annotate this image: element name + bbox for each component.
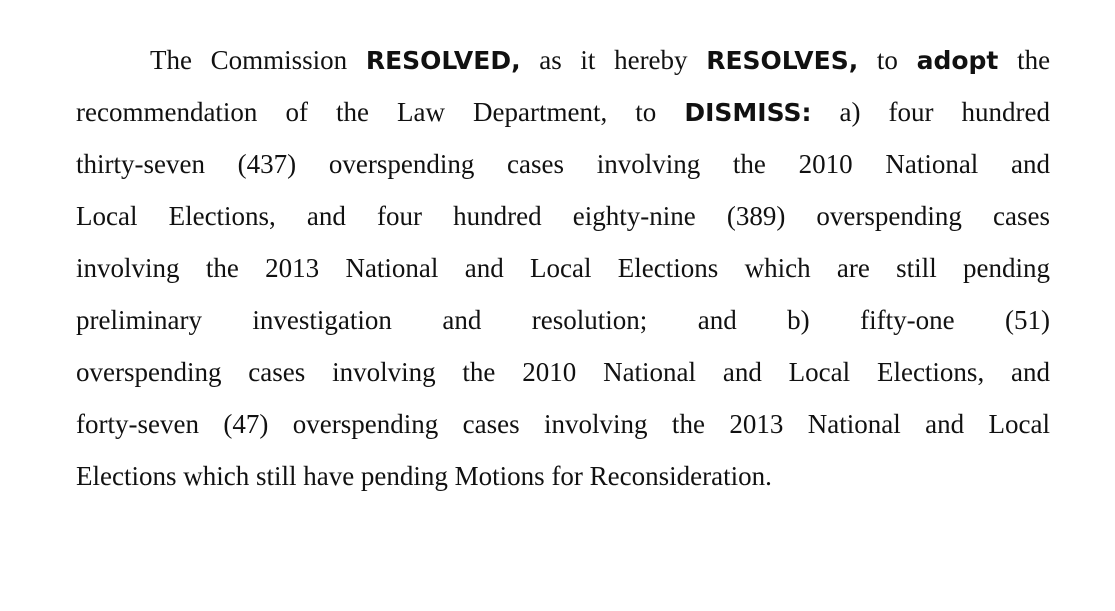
paragraph-line-8: forty-seven (47) overspending cases involving the 2013 National and Local: [76, 409, 1050, 439]
bold-term-adopt: adopt: [916, 46, 999, 75]
paragraph-line-6: preliminary investigation and resolution; and b) fifty-one (51): [76, 305, 1050, 335]
bold-term-resolved: RESOLVED,: [365, 46, 521, 75]
text-run: to: [876, 45, 898, 75]
paragraph-line-7: overspending cases involving the 2010 National and Local Elections, and: [76, 357, 1050, 387]
text-run: The Commission: [150, 45, 348, 75]
bold-term-resolves: RESOLVES,: [706, 46, 859, 75]
paragraph-line-1: [76, 34, 1050, 86]
paragraph-line-9: Elections which still have pending Motions for Reconsideration.: [76, 461, 772, 491]
paragraph-line-3: thirty-seven (437) overspending cases involving the 2010 National and: [76, 149, 1050, 179]
paragraph-line-2: [76, 86, 1050, 138]
bold-term-dismiss: DISMISS:: [684, 98, 812, 127]
resolution-paragraph: [76, 34, 1050, 502]
paragraph-line-5: involving the 2013 National and Local Elections which are still pending: [76, 253, 1050, 283]
text-run: as it hereby: [539, 45, 688, 75]
text-run: the: [1017, 45, 1051, 75]
paragraph-line-4: Local Elections, and four hundred eighty-nine (389) overspending cases: [76, 201, 1050, 231]
text-run: recommendation of the Law Department, to: [76, 97, 657, 127]
text-run: a) four hundred: [839, 97, 1051, 127]
